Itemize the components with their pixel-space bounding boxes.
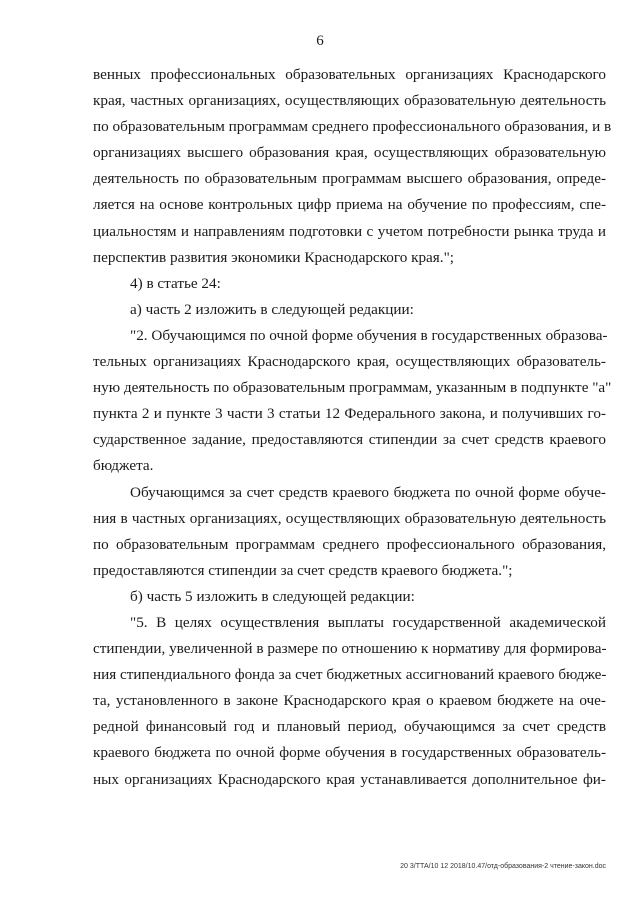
text-line: по образовательным программам среднего профессионального образования,: [93, 535, 606, 553]
text-line: 4) в статье 24:: [130, 274, 221, 292]
text-line: Обучающимся за счет средств краевого бюджета по очной форме обуче-: [130, 483, 606, 501]
text-line: ных организациях Краснодарского края устанавливается дополнительное фи-: [93, 770, 606, 788]
text-line: б) часть 5 изложить в следующей редакции:: [130, 587, 415, 605]
text-line: ную деятельность по образовательным программам, указанным в подпункте "а": [93, 379, 612, 397]
text-line: редной финансовый год и плановый период, обучающимся за счет средств: [93, 718, 606, 736]
text-line: циальностям и направлениям подготовки с учетом потребности рынка труда и: [93, 222, 606, 240]
body-text: [93, 62, 612, 793]
text-line: перспектив развития экономики Краснодарского края.";: [93, 248, 455, 266]
text-line: ния стипендиального фонда за счет бюджетных ассигнований краевого бюдже-: [93, 666, 607, 684]
text-line: "2. Обучающимся по очной форме обучения в государственных образова-: [130, 326, 608, 344]
text-line: тельных организациях Краснодарского края, осуществляющих образователь-: [93, 353, 606, 371]
text-line: краевого бюджета по очной форме обучения в государственных образователь-: [93, 744, 606, 762]
text-line: а) часть 2 изложить в следующей редакции:: [130, 300, 414, 318]
text-line: венных профессиональных образовательных организациях Краснодарского: [93, 66, 606, 83]
text-line: деятельность по образовательным программам высшего образования, опреде-: [93, 170, 606, 188]
text-line: по образовательным программам среднего профессионального образования, и в: [93, 118, 612, 136]
text-line: бюджета.: [93, 457, 154, 475]
text-line: стипендии, увеличенной в размере по отношению к нормативу для формирова-: [93, 640, 607, 658]
text-line: "5. В целях осуществления выплаты государственной академической: [130, 613, 606, 631]
page-number: 6: [316, 33, 324, 49]
text-line: ния в частных организациях, осуществляющих образовательную деятельность: [93, 509, 606, 527]
text-line: предоставляются стипендии за счет средств краевого бюджета.";: [93, 561, 513, 579]
file-path-footer: 20 3/ТТА/10 12 2018/10.47/отд-образования-2 чтение-закон.doc: [400, 863, 606, 870]
text-line: та, установленного в законе Краснодарского края о краевом бюджете на оче-: [93, 692, 606, 710]
text-line: ляется на основе контрольных цифр приема на обучение по профессиям, спе-: [93, 196, 606, 214]
text-line: края, частных организациях, осуществляющих образовательную деятельность: [93, 92, 606, 110]
text-line: организациях высшего образования края, осуществляющих образовательную: [93, 144, 606, 162]
text-line: пункта 2 и пункте 3 части 3 статьи 12 Федерального закона, и получивших го-: [93, 405, 606, 423]
text-line: сударственное задание, предоставляются стипендии за счет средств краевого: [93, 431, 606, 449]
